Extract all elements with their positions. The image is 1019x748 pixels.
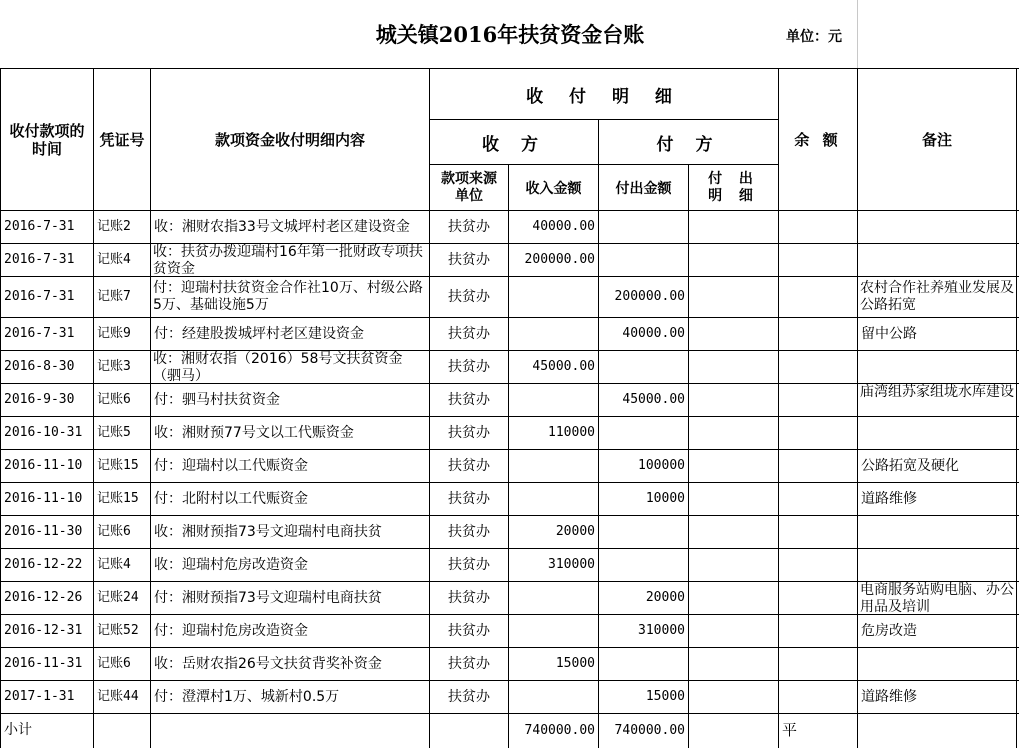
cell-date: 2016-10-31 xyxy=(4,425,83,440)
cell-expense xyxy=(599,351,688,383)
subtotal-income: 740000.00 xyxy=(524,723,595,738)
cell-pay-detail xyxy=(689,417,778,449)
cell-remark xyxy=(858,417,1016,449)
cell-income: 40000.00 xyxy=(532,219,595,234)
cell-expense xyxy=(599,516,688,548)
cell-voucher: 记账6 xyxy=(97,392,131,407)
cell-pay-detail xyxy=(689,351,778,383)
cell-balance xyxy=(779,549,857,581)
cell-content: 收：扶贫办拨迎瑞村16年第一批财政专项扶贫资金 xyxy=(153,244,423,276)
cell-date: 2016-11-10 xyxy=(4,458,83,473)
cell-remark xyxy=(858,648,1016,680)
cell-voucher: 记账52 xyxy=(97,623,139,638)
header-pay-detail: 付 出 明 细 xyxy=(708,170,759,204)
cell-source: 扶贫办 xyxy=(448,392,490,408)
cell-balance xyxy=(779,318,857,350)
cell-remark: 道路维修 xyxy=(861,491,917,507)
cell-content: 付：驷马村扶贫资金 xyxy=(154,392,280,408)
cell-income xyxy=(509,483,598,515)
cell-source: 扶贫办 xyxy=(448,557,490,573)
cell-balance xyxy=(779,582,857,614)
cell-content: 付：迎瑞村以工代赈资金 xyxy=(154,458,308,474)
cell-date: 2016-7-31 xyxy=(4,326,75,341)
cell-voucher: 记账5 xyxy=(97,425,131,440)
cell-source: 扶贫办 xyxy=(448,689,490,705)
cell-content: 收：岳财农指26号文扶贫背奖补资金 xyxy=(154,656,382,672)
cell-source: 扶贫办 xyxy=(448,326,490,342)
cell-remark xyxy=(858,516,1016,548)
cell-voucher: 记账15 xyxy=(97,491,139,506)
cell-income: 45000.00 xyxy=(532,359,595,374)
cell-source: 扶贫办 xyxy=(448,590,490,606)
cell-balance xyxy=(779,516,857,548)
cell-content: 付：迎瑞村危房改造资金 xyxy=(154,623,308,639)
cell-voucher: 记账3 xyxy=(97,359,131,374)
header-pay-group: 付 方 xyxy=(656,134,721,155)
cell-pay-detail xyxy=(689,549,778,581)
cell-balance xyxy=(779,384,857,416)
cell-date: 2016-11-30 xyxy=(4,524,83,539)
cell-source: 扶贫办 xyxy=(448,289,490,305)
cell-pay-detail xyxy=(689,450,778,482)
cell-expense xyxy=(599,211,688,243)
cell-pay-detail xyxy=(689,648,778,680)
cell-pay-detail xyxy=(689,211,778,243)
cell-expense: 100000 xyxy=(638,458,685,473)
cell-content: 付：湘财预指73号文迎瑞村电商扶贫 xyxy=(154,590,382,606)
cell-voucher: 记账44 xyxy=(97,689,139,704)
cell-source: 扶贫办 xyxy=(448,359,490,375)
cell-date: 2016-9-30 xyxy=(4,392,75,407)
cell-content: 付：北附村以工代赈资金 xyxy=(154,491,308,507)
cell-income: 15000 xyxy=(555,656,595,671)
sheet-title: 城关镇2016年扶贫资金台账 xyxy=(375,22,645,47)
cell-remark: 电商服务站购电脑、办公用品及培训 xyxy=(860,582,1014,614)
cell-balance xyxy=(779,648,857,680)
cell-income xyxy=(509,582,598,614)
cell-income: 200000.00 xyxy=(524,252,595,267)
cell-pay-detail xyxy=(689,483,778,515)
cell-date: 2016-7-31 xyxy=(4,289,75,304)
cell-pay-detail xyxy=(689,681,778,713)
cell-date: 2016-12-26 xyxy=(4,590,83,605)
cell-voucher: 记账6 xyxy=(97,656,131,671)
col-border-right xyxy=(1016,68,1017,748)
subtotal-expense: 740000.00 xyxy=(614,723,685,738)
cell-source: 扶贫办 xyxy=(448,656,490,672)
cell-date: 2016-12-31 xyxy=(4,623,83,638)
cell-balance xyxy=(779,244,857,276)
cell-date: 2016-11-10 xyxy=(4,491,83,506)
header-balance: 余 额 xyxy=(794,131,842,149)
cell-voucher: 记账6 xyxy=(97,524,131,539)
cell-remark xyxy=(858,211,1016,243)
cell-content: 收：湘财预77号文以工代赈资金 xyxy=(154,425,354,441)
cell-content: 收：迎瑞村危房改造资金 xyxy=(154,557,308,573)
cell-expense: 10000 xyxy=(645,491,685,506)
cell-pay-detail xyxy=(689,384,778,416)
cell-balance xyxy=(779,211,857,243)
header-receive-group: 收 方 xyxy=(482,134,546,155)
cell-voucher: 记账4 xyxy=(97,557,131,572)
cell-income xyxy=(509,318,598,350)
cell-date: 2016-7-31 xyxy=(4,252,75,267)
cell-date: 2016-7-31 xyxy=(4,219,75,234)
header-date: 收付款项的时间 xyxy=(9,121,85,158)
header-income: 收入金额 xyxy=(525,180,582,197)
cell-balance xyxy=(779,277,857,317)
cell-pay-detail xyxy=(689,582,778,614)
cell-balance xyxy=(779,450,857,482)
cell-remark xyxy=(858,549,1016,581)
cell-balance xyxy=(779,351,857,383)
cell-remark: 道路维修 xyxy=(861,689,917,705)
cell-voucher: 记账4 xyxy=(97,252,131,267)
cell-remark xyxy=(858,351,1016,383)
header-top-border xyxy=(0,68,1019,69)
cell-date: 2016-11-31 xyxy=(4,656,83,671)
header-detail-group: 收 付 明 细 xyxy=(526,86,682,107)
cell-remark xyxy=(858,244,1016,276)
unit-label: 单位：元 xyxy=(786,29,842,45)
cell-income: 20000 xyxy=(555,524,595,539)
header-content: 款项资金收付明细内容 xyxy=(214,131,365,149)
cell-income: 110000 xyxy=(548,425,595,440)
cell-content: 付：经建股拨城坪村老区建设资金 xyxy=(154,326,364,342)
cell-source: 扶贫办 xyxy=(448,458,490,474)
cell-expense xyxy=(599,244,688,276)
cell-voucher: 记账15 xyxy=(97,458,139,473)
cell-remark: 农村合作社养殖业发展及公路拓宽 xyxy=(860,280,1014,313)
header-source: 款项来源单位 xyxy=(441,170,497,204)
cell-remark: 留中公路 xyxy=(861,326,917,342)
cell-expense xyxy=(599,648,688,680)
header-expense: 付出金额 xyxy=(615,180,672,197)
cell-expense xyxy=(599,549,688,581)
cell-expense xyxy=(599,417,688,449)
cell-expense: 15000 xyxy=(645,689,685,704)
cell-remark: 公路拓宽及硬化 xyxy=(861,458,959,474)
cell-source: 扶贫办 xyxy=(448,623,490,639)
cell-expense: 200000.00 xyxy=(614,289,685,304)
cell-balance xyxy=(779,483,857,515)
cell-content: 收：湘财农指（2016）58号文扶贫资金（驷马） xyxy=(153,351,403,383)
cell-pay-detail xyxy=(689,615,778,647)
cell-voucher: 记账24 xyxy=(97,590,139,605)
cell-expense: 20000 xyxy=(645,590,685,605)
cell-pay-detail xyxy=(689,244,778,276)
cell-source: 扶贫办 xyxy=(448,524,490,540)
cell-date: 2016-8-30 xyxy=(4,359,75,374)
cell-pay-detail xyxy=(689,516,778,548)
cell-income xyxy=(509,615,598,647)
subtotal-balance: 平 xyxy=(782,721,798,739)
cell-remark: 庙湾组苏家组垅水库建设 xyxy=(860,384,1014,400)
header-line-1 xyxy=(430,119,779,120)
cell-pay-detail xyxy=(689,277,778,317)
header-remark: 备注 xyxy=(921,131,952,149)
cell-expense: 45000.00 xyxy=(622,392,685,407)
cell-voucher: 记账7 xyxy=(97,289,131,304)
cell-source: 扶贫办 xyxy=(448,219,490,235)
cell-income xyxy=(509,450,598,482)
cell-content: 付：迎瑞村扶贫资金合作社10万、村级公路5万、基础设施5万 xyxy=(153,280,423,313)
cell-pay-detail xyxy=(689,318,778,350)
header-voucher: 凭证号 xyxy=(99,131,145,149)
title-row-right-border xyxy=(857,0,858,68)
cell-voucher: 记账2 xyxy=(97,219,131,234)
cell-source: 扶贫办 xyxy=(448,425,490,441)
cell-voucher: 记账9 xyxy=(97,326,131,341)
cell-income xyxy=(509,384,598,416)
subtotal-label: 小计 xyxy=(4,722,32,738)
cell-balance xyxy=(779,681,857,713)
cell-date: 2016-12-22 xyxy=(4,557,83,572)
cell-date: 2017-1-31 xyxy=(4,689,75,704)
cell-content: 付：澄潭村1万、城新村0.5万 xyxy=(154,689,340,705)
cell-expense: 310000 xyxy=(638,623,685,638)
cell-content: 收：湘财预指73号文迎瑞村电商扶贫 xyxy=(154,524,382,540)
cell-income xyxy=(509,277,598,317)
cell-source: 扶贫办 xyxy=(448,491,490,507)
cell-balance xyxy=(779,615,857,647)
cell-content: 收：湘财农指33号文城坪村老区建设资金 xyxy=(154,219,410,235)
cell-source: 扶贫办 xyxy=(448,252,490,268)
cell-remark: 危房改造 xyxy=(861,623,917,639)
cell-income: 310000 xyxy=(548,557,595,572)
header-line-2 xyxy=(430,164,779,165)
cell-expense: 40000.00 xyxy=(622,326,685,341)
cell-income xyxy=(509,681,598,713)
cell-balance xyxy=(779,417,857,449)
